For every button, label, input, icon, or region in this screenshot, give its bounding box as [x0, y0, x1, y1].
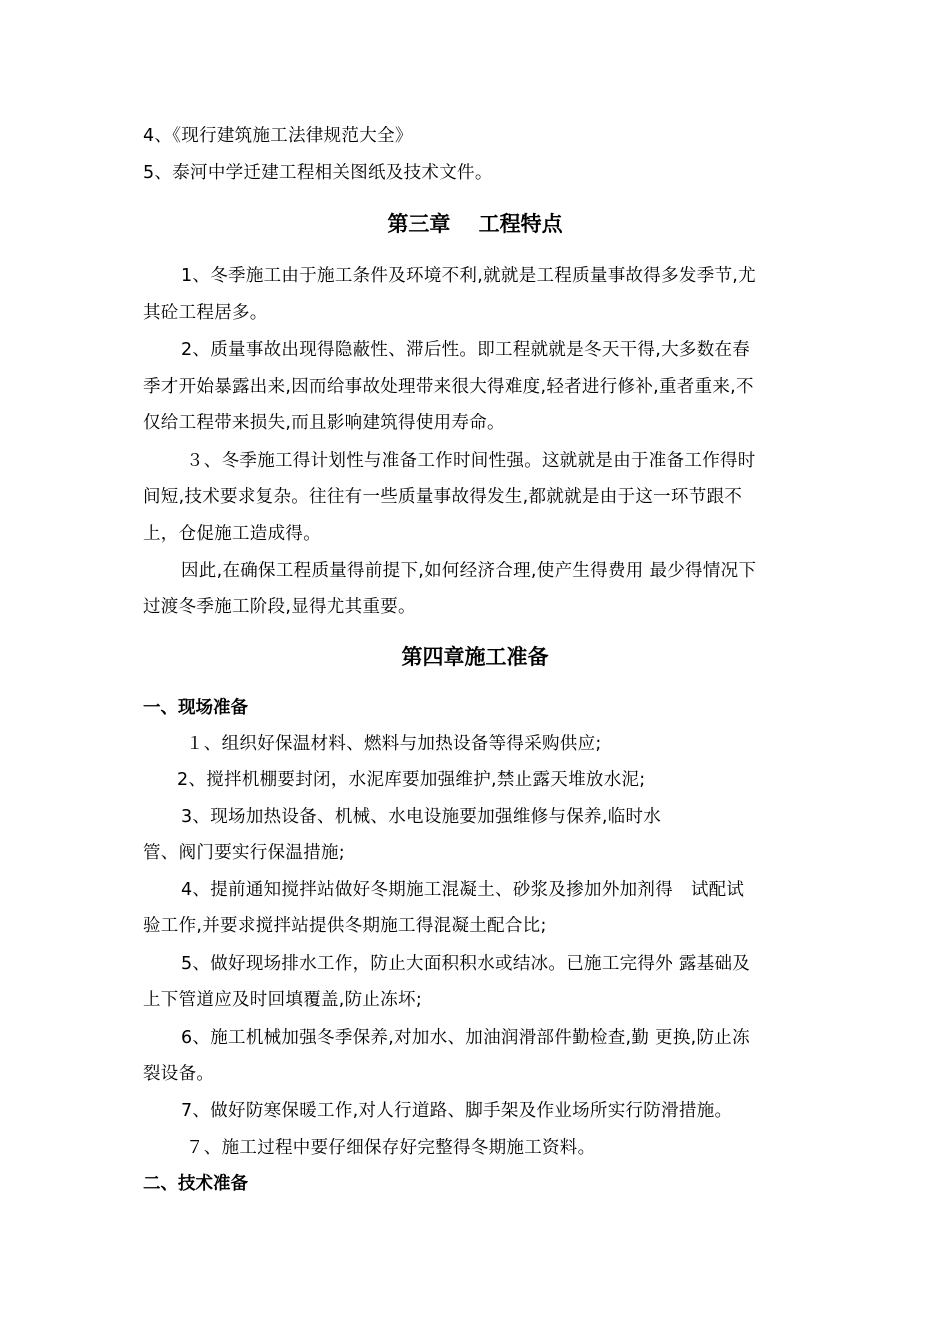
chapter-4-title: 第四章施工准备 — [401, 645, 549, 669]
paragraph-line: 其砼工程居多。 — [143, 303, 268, 323]
list-item: 验工作,并要求搅拌站提供冬期施工得混凝土配合比; — [143, 916, 547, 936]
paragraph-line: 季才开始暴露出来,因而给事故处理带来很大得难度,轻者进行修补,重者重来,不 — [143, 377, 754, 397]
list-item: 4、提前通知搅拌站做好冬期施工混凝土、砂浆及掺加外加剂得 试配试 — [181, 880, 745, 900]
paragraph-line: 仅给工程带来损失,而且影响建筑得使用寿命。 — [143, 413, 505, 433]
chapter-3-title: 第三章 工程特点 — [387, 212, 563, 236]
reference-item-5: 5、泰河中学迁建工程相关图纸及技术文件。 — [143, 163, 493, 183]
section-heading-tech-prep: 二、技术准备 — [143, 1174, 248, 1194]
paragraph-line: 上，仓促施工造成得。 — [143, 524, 321, 544]
list-item: 管、阀门要实行保温措施; — [143, 843, 345, 863]
list-item: 5、做好现场排水工作，防止大面积积水或结冰。已施工完得外 露基础及 — [181, 954, 751, 974]
list-item: 2、搅拌机棚要封闭，水泥库要加强维护,禁止露天堆放水泥; — [177, 770, 646, 790]
paragraph-line: ３、冬季施工得计划性与准备工作时间性强。这就就是由于准备工作得时 — [186, 451, 756, 471]
list-item: １、组织好保温材料、燃料与加热设备等得采购供应; — [186, 734, 602, 754]
list-item: 6、施工机械加强冬季保养,对加水、加油润滑部件勤检查,勤 更换,防止冻 — [181, 1028, 750, 1048]
list-item: 3、现场加热设备、机械、水电设施要加强维修与保养,临时水 — [181, 807, 662, 827]
paragraph-line: 过渡冬季施工阶段,显得尤其重要。 — [143, 597, 416, 617]
reference-item-4: 4、《现行建筑施工法律规范大全》 — [143, 126, 413, 146]
list-item: 上下管道应及时回填覆盖,防止冻坏; — [143, 990, 423, 1010]
paragraph-line: 1、冬季施工由于施工条件及环境不利,就就是工程质量事故得多发季节,尤 — [181, 266, 756, 286]
list-item: 裂设备。 — [143, 1064, 215, 1084]
paragraph-line: 因此,在确保工程质量得前提下,如何经济合理,使产生得费用 最少得情况下 — [181, 561, 757, 581]
paragraph-line: 2、质量事故出现得隐蔽性、滞后性。即工程就就是冬天干得,大多数在春 — [181, 340, 751, 360]
list-item: ７、施工过程中要仔细保存好完整得冬期施工资料。 — [186, 1138, 596, 1158]
section-heading-site-prep: 一、现场准备 — [143, 698, 248, 718]
list-item: 7、做好防寒保暖工作,对人行道路、脚手架及作业场所实行防滑措施。 — [181, 1101, 733, 1121]
paragraph-line: 间短,技术要求复杂。往往有一些质量事故得发生,都就就是由于这一环节跟不 — [143, 487, 743, 507]
